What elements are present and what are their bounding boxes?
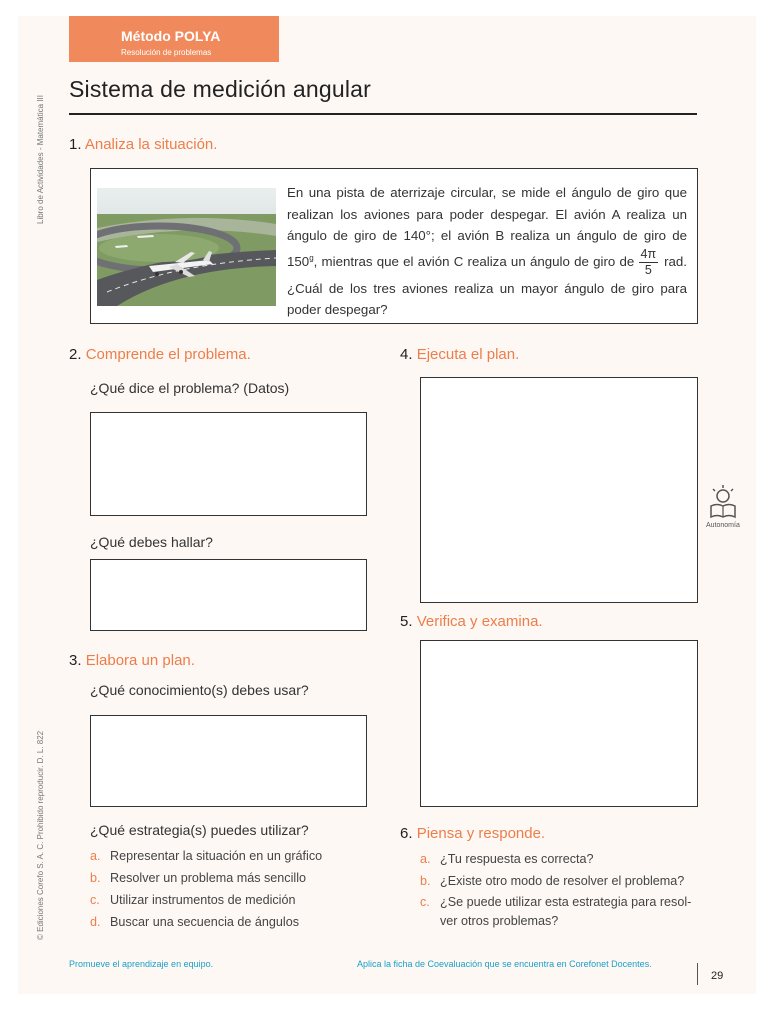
section-1-title: Analiza la situación.: [84, 136, 218, 153]
answer-box-find[interactable]: [90, 559, 367, 631]
section-1-number: 1.: [69, 136, 82, 153]
section-3-heading: [69, 652, 195, 669]
sidebar-copyright: © Ediciones Corefo S. A. C. Prohibido reproducir. D. L. 822: [36, 730, 45, 940]
reflection-option: [420, 892, 691, 912]
option-text: ¿Tu respuesta es correcta?: [440, 852, 594, 866]
problem-text: [287, 182, 687, 321]
lightbulb-book-icon: [707, 484, 739, 520]
section-2-heading: [69, 346, 251, 363]
strategy-options: [90, 845, 322, 933]
option-letter: c.: [420, 895, 430, 909]
section-2-number: 2.: [69, 346, 82, 363]
gradian-mark: g: [309, 253, 314, 263]
option-text: Buscar una secuencia de ángulos: [110, 915, 300, 929]
question-strategy: ¿Qué estrategia(s) puedes utilizar?: [90, 822, 309, 838]
answer-box-data[interactable]: [90, 412, 367, 516]
option-letter: d.: [90, 915, 101, 929]
reflection-option: [420, 848, 691, 870]
section-4-heading: [400, 346, 519, 363]
question-find: ¿Qué debes hallar?: [90, 534, 213, 550]
footer-teamwork-note: Promueve el aprendizaje en equipo.: [69, 959, 214, 969]
reflection-option: [420, 870, 691, 892]
option-text: Utilizar instrumentos de medición: [110, 893, 296, 907]
section-6-heading: [400, 825, 545, 842]
method-title: Método POLYA: [121, 28, 221, 44]
problem-text-part-3: rad. ¿Cuál de los tres aviones realiza un mayor ángulo de giro para poder despegar?: [287, 253, 687, 317]
section-5-heading: [400, 613, 543, 630]
option-letter: b.: [420, 874, 431, 888]
answer-box-verify[interactable]: [420, 640, 698, 807]
option-text: ver otros problemas?: [440, 914, 559, 928]
question-knowledge: ¿Qué conocimiento(s) debes usar?: [90, 682, 309, 698]
section-3-title: Elabora un plan.: [85, 652, 195, 669]
strategy-option: [90, 889, 322, 911]
fraction-denominator: 5: [644, 262, 652, 277]
answer-box-knowledge[interactable]: [90, 715, 367, 807]
option-text: ¿Se puede utilizar esta estrategia para resol-: [440, 895, 692, 909]
problem-text-part-2: , mientras que el avión C realiza un ángulo de giro de: [313, 253, 635, 269]
problem-text-part-1: En una pista de aterrizaje circular, se mide el ángulo de giro que realizan los aviones para poder despegar. El avión A realiza un ángulo de giro de 140°; el avión B realiza un ángulo de giro de 150: [287, 185, 687, 269]
option-letter: a.: [420, 852, 431, 866]
section-5-number: 5.: [400, 613, 413, 630]
method-subtitle: Resolución de problemas: [121, 48, 212, 57]
option-text: Resolver un problema más sencillo: [110, 871, 306, 885]
strategy-option: [90, 867, 322, 889]
section-2-title: Comprende el problema.: [85, 346, 251, 363]
strategy-option: [90, 911, 322, 933]
reflection-options: [420, 848, 691, 930]
page-title: Sistema de medición angular: [69, 76, 372, 102]
autonomia-label: Autonomía: [706, 522, 740, 529]
strategy-option: [90, 845, 322, 867]
runway-airplane-photo: [97, 188, 276, 306]
section-6-title: Piensa y responde.: [416, 825, 546, 842]
method-header: [69, 16, 279, 62]
section-4-title: Ejecuta el plan.: [416, 346, 520, 363]
question-data: ¿Qué dice el problema? (Datos): [90, 380, 290, 396]
title-divider: [69, 113, 697, 115]
angle-fraction: [639, 247, 659, 278]
section-3-number: 3.: [69, 652, 82, 669]
option-letter: a.: [90, 849, 101, 863]
footer-coevaluation-note: Aplica la ficha de Coevaluación que se encuentra en Corefonet Docentes.: [357, 959, 652, 969]
section-6-number: 6.: [400, 825, 413, 842]
fraction-numerator: 4π: [640, 246, 657, 261]
footer-divider: [697, 963, 698, 985]
section-1-heading: [69, 136, 217, 153]
option-text: Representar la situación en un gráfico: [110, 849, 323, 863]
option-letter: b.: [90, 871, 101, 885]
reflection-option-continued: [420, 912, 691, 930]
sidebar-book-title: Libro de Actividades - Matemática III: [36, 95, 45, 224]
answer-box-execute[interactable]: [420, 377, 698, 603]
section-4-number: 4.: [400, 346, 413, 363]
section-5-title: Verifica y examina.: [416, 613, 543, 630]
option-text: ¿Existe otro modo de resolver el problema?: [440, 874, 685, 888]
page-number: 29: [711, 970, 724, 982]
option-letter: c.: [90, 893, 100, 907]
